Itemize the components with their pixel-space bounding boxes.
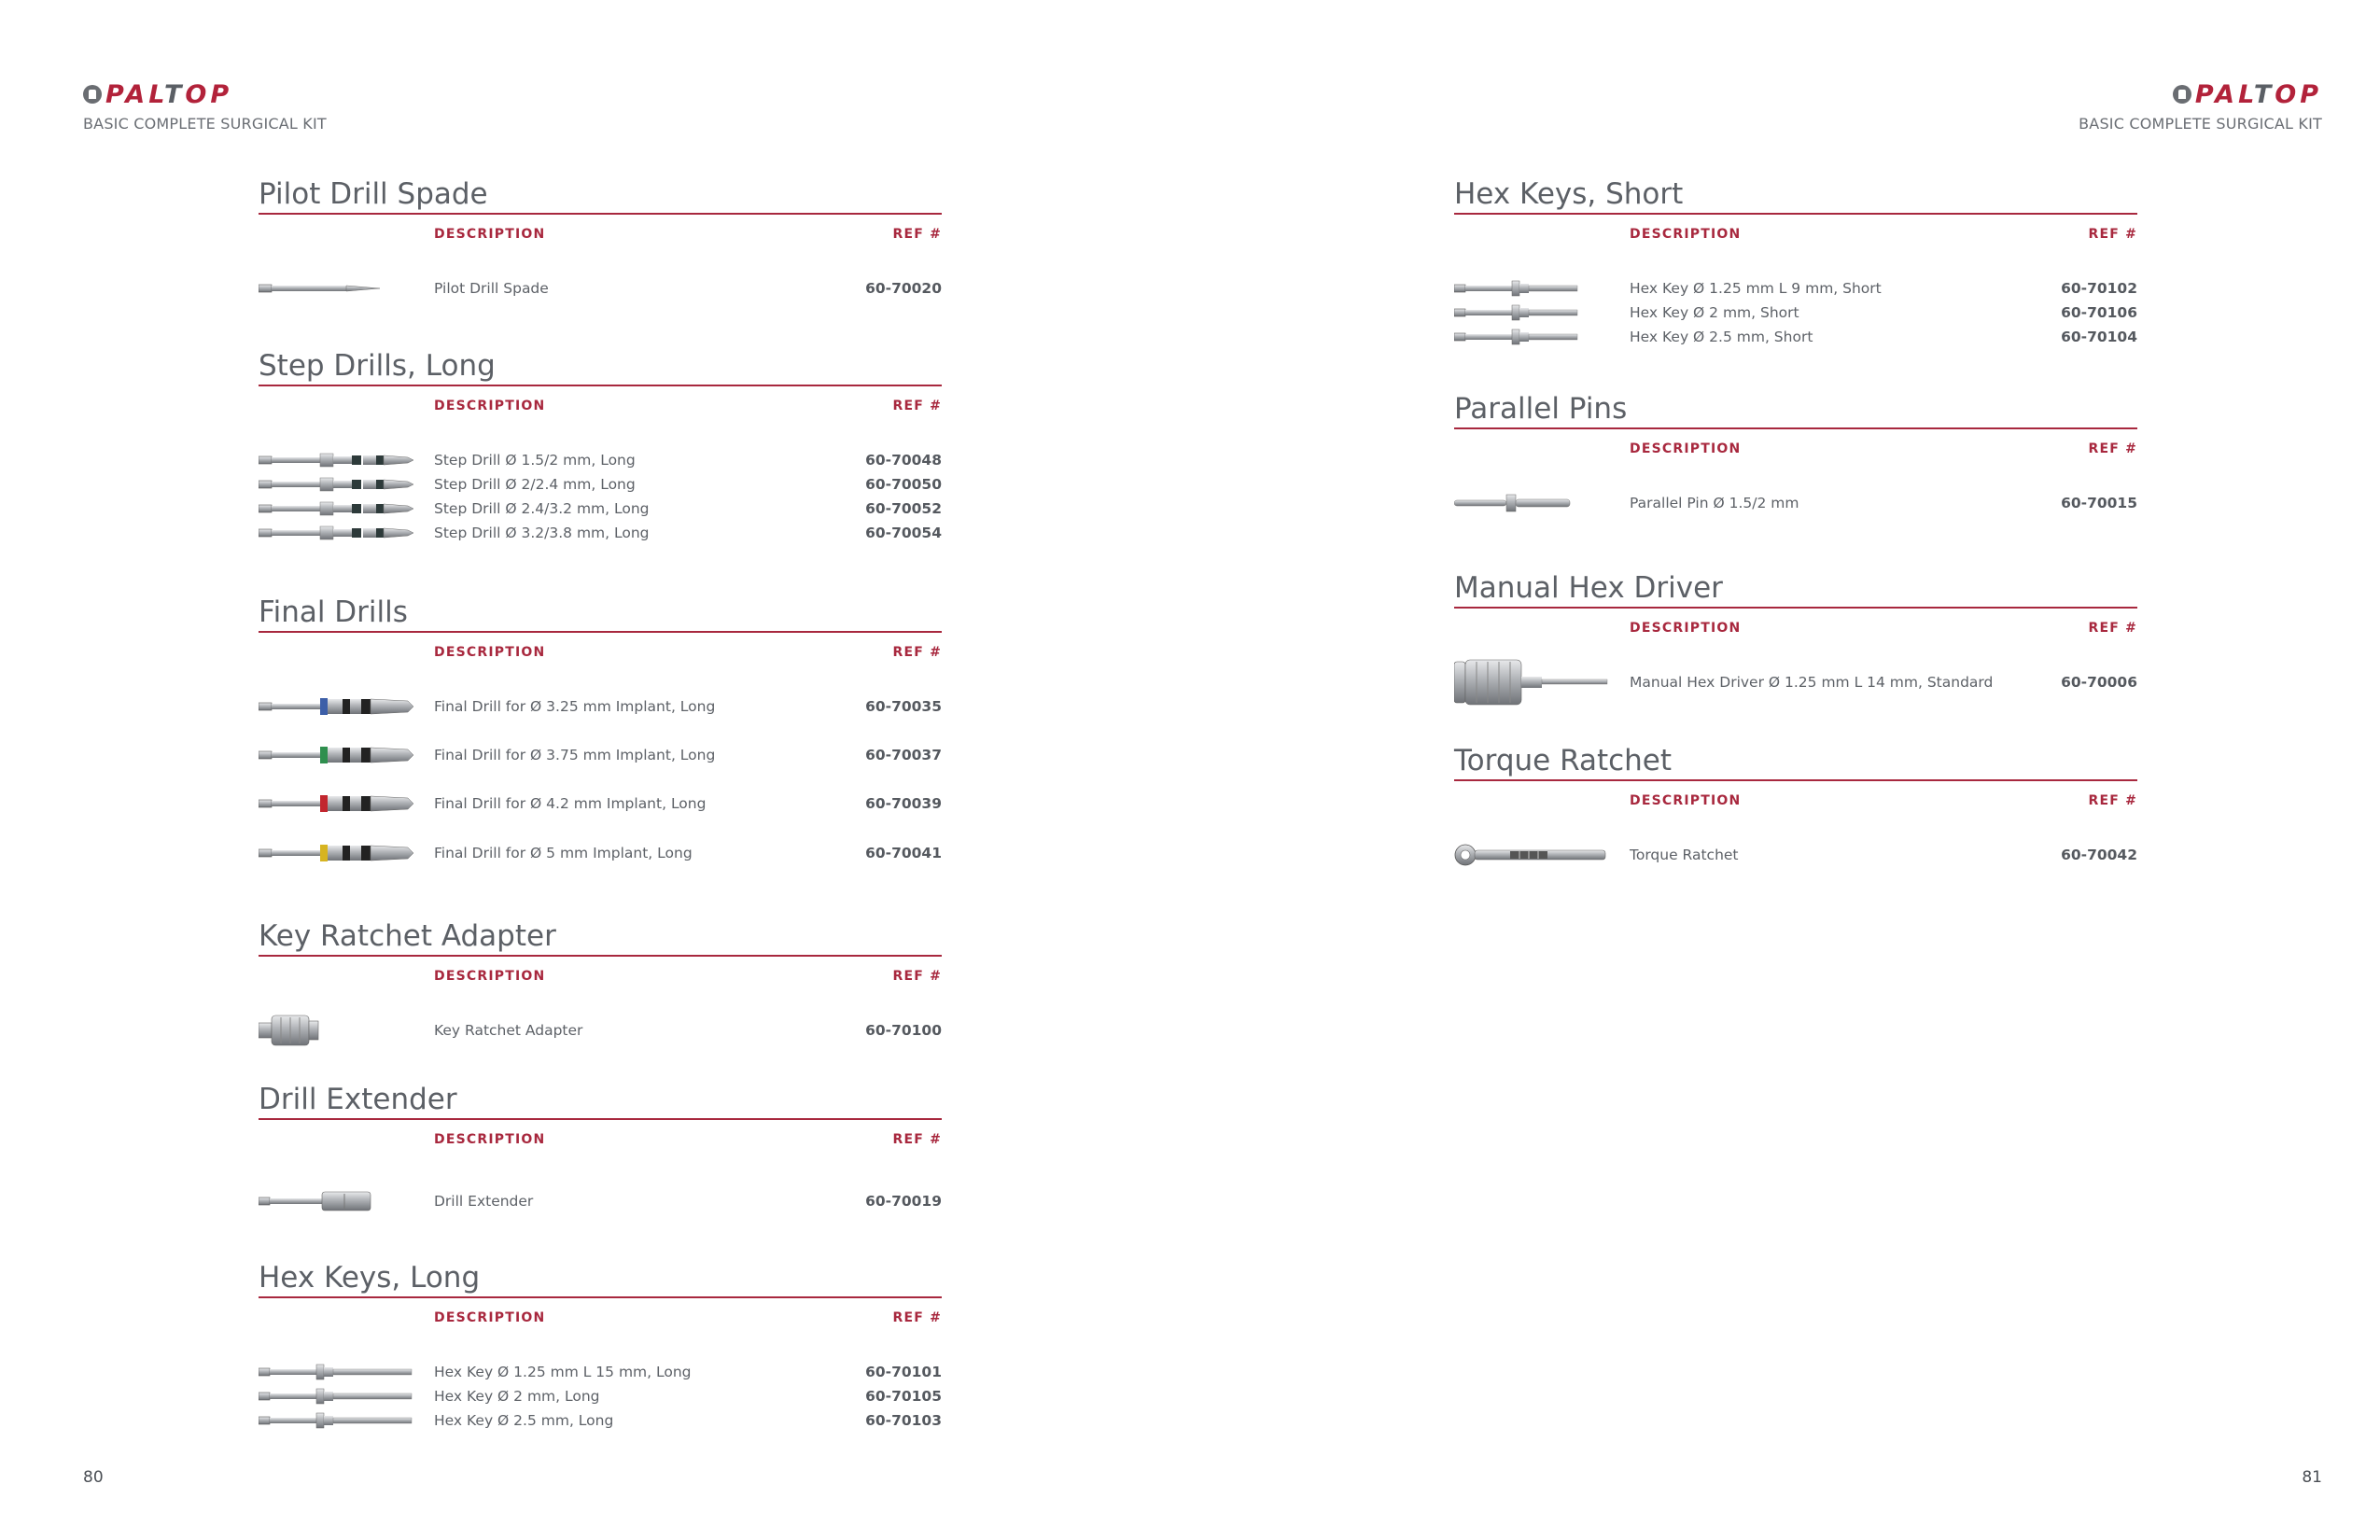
section-title: Manual Hex Driver (1454, 571, 1723, 605)
description-column-header: DESCRIPTION (434, 227, 546, 242)
ref-column-header: REF # (2088, 621, 2137, 636)
table-row (259, 694, 942, 719)
item-description: Hex Key Ø 1.25 mm L 15 mm, Long (434, 1364, 692, 1380)
table-header (259, 1298, 942, 1334)
logo-mark-icon (83, 85, 102, 104)
brand-header (2079, 80, 2322, 133)
item-description: Hex Key Ø 2.5 mm, Short (1630, 329, 1813, 345)
table-row (1454, 670, 2137, 694)
item-description: Step Drill Ø 1.5/2 mm, Long (434, 452, 636, 469)
item-description: Parallel Pin Ø 1.5/2 mm (1630, 495, 1799, 511)
table-row (259, 472, 942, 497)
item-ref-number: 60-70037 (865, 747, 942, 763)
ref-column-header: REF # (2088, 793, 2137, 808)
table-row (1454, 276, 2137, 301)
section-title: Torque Ratchet (1454, 744, 1673, 777)
description-column-header: DESCRIPTION (1630, 793, 1742, 808)
description-column-header: DESCRIPTION (434, 399, 546, 413)
ref-column-header: REF # (892, 227, 942, 242)
item-ref-number: 60-70054 (865, 525, 942, 541)
item-description: Final Drill for Ø 3.25 mm Implant, Long (434, 698, 716, 715)
description-column-header: DESCRIPTION (1630, 441, 1742, 456)
description-column-header: DESCRIPTION (1630, 227, 1742, 242)
item-ref-number: 60-70104 (2061, 329, 2137, 345)
table-row (259, 1360, 942, 1384)
section-hex-keys-long (259, 1259, 942, 1429)
ref-column-header: REF # (2088, 227, 2137, 242)
table-header (259, 215, 942, 250)
item-description: Step Drill Ø 3.2/3.8 mm, Long (434, 525, 650, 541)
item-ref-number: 60-70041 (865, 845, 942, 861)
item-description: Key Ratchet Adapter (434, 1022, 583, 1039)
table-row (259, 1018, 942, 1043)
item-ref-number: 60-70100 (865, 1022, 942, 1039)
item-ref-number: 60-70106 (2061, 304, 2137, 321)
item-description: Hex Key Ø 1.25 mm L 9 mm, Short (1630, 280, 1882, 297)
item-ref-number: 60-70102 (2061, 280, 2137, 297)
table-row (1454, 325, 2137, 349)
table-row (259, 521, 942, 545)
section-title: Pilot Drill Spade (259, 177, 488, 211)
table-header (259, 1120, 942, 1155)
page-number: 81 (2302, 1468, 2322, 1487)
brand-header (83, 80, 327, 133)
item-description: Final Drill for Ø 4.2 mm Implant, Long (434, 795, 707, 812)
item-description: Manual Hex Driver Ø 1.25 mm L 14 mm, Standard (1630, 674, 1994, 691)
table-header (259, 386, 942, 422)
item-description: Final Drill for Ø 5 mm Implant, Long (434, 845, 693, 861)
ref-column-header: REF # (892, 645, 942, 660)
table-header (259, 957, 942, 992)
page-number: 80 (83, 1468, 104, 1487)
kit-title: BASIC COMPLETE SURGICAL KIT (83, 115, 327, 133)
logo-mark-icon (2173, 85, 2191, 104)
item-description: Torque Ratchet (1630, 847, 1739, 863)
table-row (259, 1384, 942, 1408)
item-description: Hex Key Ø 2 mm, Short (1630, 304, 1799, 321)
paltop-logo: PALTOP (83, 80, 327, 108)
table-header (1454, 781, 2137, 817)
table-header (259, 633, 942, 668)
item-ref-number: 60-70048 (865, 452, 942, 469)
section-final-drills (259, 594, 942, 861)
section-drill-extender (259, 1081, 942, 1210)
item-ref-number: 60-70050 (865, 476, 942, 493)
section-title: Parallel Pins (1454, 392, 1628, 426)
section-pilot-drill-spade (259, 175, 942, 297)
table-header (1454, 215, 2137, 250)
item-ref-number: 60-70052 (865, 500, 942, 517)
table-row (259, 448, 942, 472)
table-row (259, 276, 942, 301)
section-title: Step Drills, Long (259, 349, 496, 383)
item-ref-number: 60-70019 (865, 1193, 942, 1210)
right-page (1190, 0, 2380, 1540)
item-ref-number: 60-70035 (865, 698, 942, 715)
table-row (1454, 843, 2137, 867)
item-description: Hex Key Ø 2 mm, Long (434, 1388, 600, 1405)
description-column-header: DESCRIPTION (434, 1310, 546, 1325)
item-description: Step Drill Ø 2/2.4 mm, Long (434, 476, 636, 493)
table-row (259, 1189, 942, 1213)
item-ref-number: 60-70015 (2061, 495, 2137, 511)
item-ref-number: 60-70006 (2061, 674, 2137, 691)
section-title: Hex Keys, Long (259, 1261, 481, 1295)
section-parallel-pins (1454, 390, 2137, 511)
item-description: Pilot Drill Spade (434, 280, 549, 297)
kit-title: BASIC COMPLETE SURGICAL KIT (2079, 115, 2322, 133)
item-description: Drill Extender (434, 1193, 534, 1210)
item-ref-number: 60-70039 (865, 795, 942, 812)
ref-column-header: REF # (892, 1132, 942, 1147)
item-ref-number: 60-70105 (865, 1388, 942, 1405)
ref-column-header: REF # (892, 399, 942, 413)
section-title: Key Ratchet Adapter (259, 919, 556, 953)
table-row (1454, 301, 2137, 325)
table-row (1454, 491, 2137, 515)
section-torque-ratchet (1454, 742, 2137, 863)
section-step-drills-long (259, 347, 942, 541)
description-column-header: DESCRIPTION (1630, 621, 1742, 636)
item-ref-number: 60-70103 (865, 1412, 942, 1429)
ref-column-header: REF # (892, 969, 942, 984)
table-row (259, 1408, 942, 1433)
item-ref-number: 60-70042 (2061, 847, 2137, 863)
description-column-header: DESCRIPTION (434, 645, 546, 660)
table-header (1454, 429, 2137, 465)
table-row (259, 497, 942, 521)
item-description: Step Drill Ø 2.4/3.2 mm, Long (434, 500, 650, 517)
table-row (259, 743, 942, 767)
ref-column-header: REF # (2088, 441, 2137, 456)
paltop-logo: PALTOP (2079, 80, 2322, 108)
section-hex-keys-short (1454, 175, 2137, 345)
description-column-header: DESCRIPTION (434, 969, 546, 984)
table-row (259, 791, 942, 816)
description-column-header: DESCRIPTION (434, 1132, 546, 1147)
item-ref-number: 60-70101 (865, 1364, 942, 1380)
ref-column-header: REF # (892, 1310, 942, 1325)
section-title: Drill Extender (259, 1083, 457, 1116)
table-row (259, 841, 942, 865)
table-header (1454, 609, 2137, 644)
section-title: Final Drills (259, 595, 408, 629)
section-key-ratchet-adapter (259, 917, 942, 1039)
item-description: Hex Key Ø 2.5 mm, Long (434, 1412, 614, 1429)
section-title: Hex Keys, Short (1454, 177, 1684, 211)
item-ref-number: 60-70020 (865, 280, 942, 297)
section-manual-hex-driver (1454, 569, 2137, 691)
item-description: Final Drill for Ø 3.75 mm Implant, Long (434, 747, 716, 763)
